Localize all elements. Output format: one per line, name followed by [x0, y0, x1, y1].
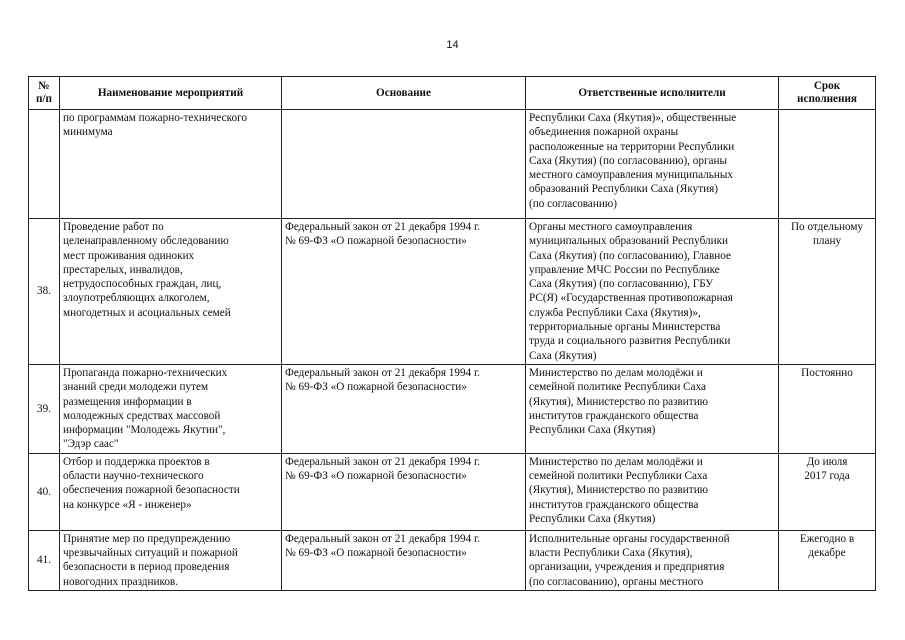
row-basis: Федеральный закон от 21 декабря 1994 г. № 69-ФЗ «О пожарной безопасности»	[282, 453, 526, 530]
row-num	[29, 110, 60, 219]
row-name: Проведение работ по целенаправленному обследованию мест проживания одиноких престарелых, инвалидов, нетрудоспособных граждан, лиц, злоупотребляющих алкоголем, многодетных и асоциальных семей	[60, 219, 282, 365]
row-executors: Исполнительные органы государственной власти Республики Саха (Якутия), организации, учреждения и предприятия (по согласованию), органы местного	[526, 530, 779, 590]
row-deadline: Ежегодно в декабре	[779, 530, 876, 590]
row-name: Принятие мер по предупреждению чрезвычайных ситуаций и пожарной безопасности в период проведения новогодних праздников.	[60, 530, 282, 590]
row-basis: Федеральный закон от 21 декабря 1994 г. № 69-ФЗ «О пожарной безопасности»	[282, 219, 526, 365]
row-name: Отбор и поддержка проектов в области научно-технического обеспечения пожарной безопасности на конкурсе «Я - инженер»	[60, 453, 282, 530]
row-num: 38.	[29, 219, 60, 365]
row-executors: Республики Саха (Якутия)», общественные объединения пожарной охраны расположенные на территории Республики Саха (Якутия) (по согласованию), органы местного самоуправления муниципальных образований Республики Саха (Якутия) (по согласованию)	[526, 110, 779, 219]
row-executors: Органы местного самоуправления муниципальных образований Республики Саха (Якутия) (по согласованию), Главное управление МЧС России по Республике Саха (Якутия) (по согласованию), ГБУ РС(Я) «Государственная противопожарная служба Республики Саха (Якутия)», территориальные органы Министерства труда и социального развития Республики Саха (Якутия)	[526, 219, 779, 365]
header-basis: Основание	[282, 77, 526, 110]
table-row	[29, 219, 876, 365]
row-name: Пропаганда пожарно-технических знаний среди молодежи путем размещения информации в молодежных средствах массовой информации "Молодежь Якутии", "Эдэр саас"	[60, 364, 282, 453]
row-deadline	[779, 110, 876, 219]
row-num: 41.	[29, 530, 60, 590]
table-row	[29, 530, 876, 590]
row-executors: Министерство по делам молодёжи и семейной политики Республики Саха (Якутия), Министерство по развитию институтов гражданского общества Республики Саха (Якутия)	[526, 453, 779, 530]
table-row	[29, 110, 876, 219]
row-name: по программам пожарно-технического минимума	[60, 110, 282, 219]
table-row	[29, 453, 876, 530]
table-row	[29, 364, 876, 453]
row-executors: Министерство по делам молодёжи и семейной политике Республики Саха (Якутия), Министерство по развитию институтов гражданского общества Республики Саха (Якутия)	[526, 364, 779, 453]
row-num: 40.	[29, 453, 60, 530]
header-num: № п/п	[29, 77, 60, 110]
header-executors: Ответственные исполнители	[526, 77, 779, 110]
events-table	[28, 76, 876, 591]
row-basis: Федеральный закон от 21 декабря 1994 г. № 69-ФЗ «О пожарной безопасности»	[282, 530, 526, 590]
row-basis	[282, 110, 526, 219]
page-number: 14	[446, 39, 459, 51]
row-deadline: По отдельному плану	[779, 219, 876, 365]
header-deadline: Срок исполнения	[779, 77, 876, 110]
row-deadline: До июля 2017 года	[779, 453, 876, 530]
row-num: 39.	[29, 364, 60, 453]
row-basis: Федеральный закон от 21 декабря 1994 г. № 69-ФЗ «О пожарной безопасности»	[282, 364, 526, 453]
table-header-row	[29, 77, 876, 110]
row-deadline: Постоянно	[779, 364, 876, 453]
header-name: Наименование мероприятий	[60, 77, 282, 110]
